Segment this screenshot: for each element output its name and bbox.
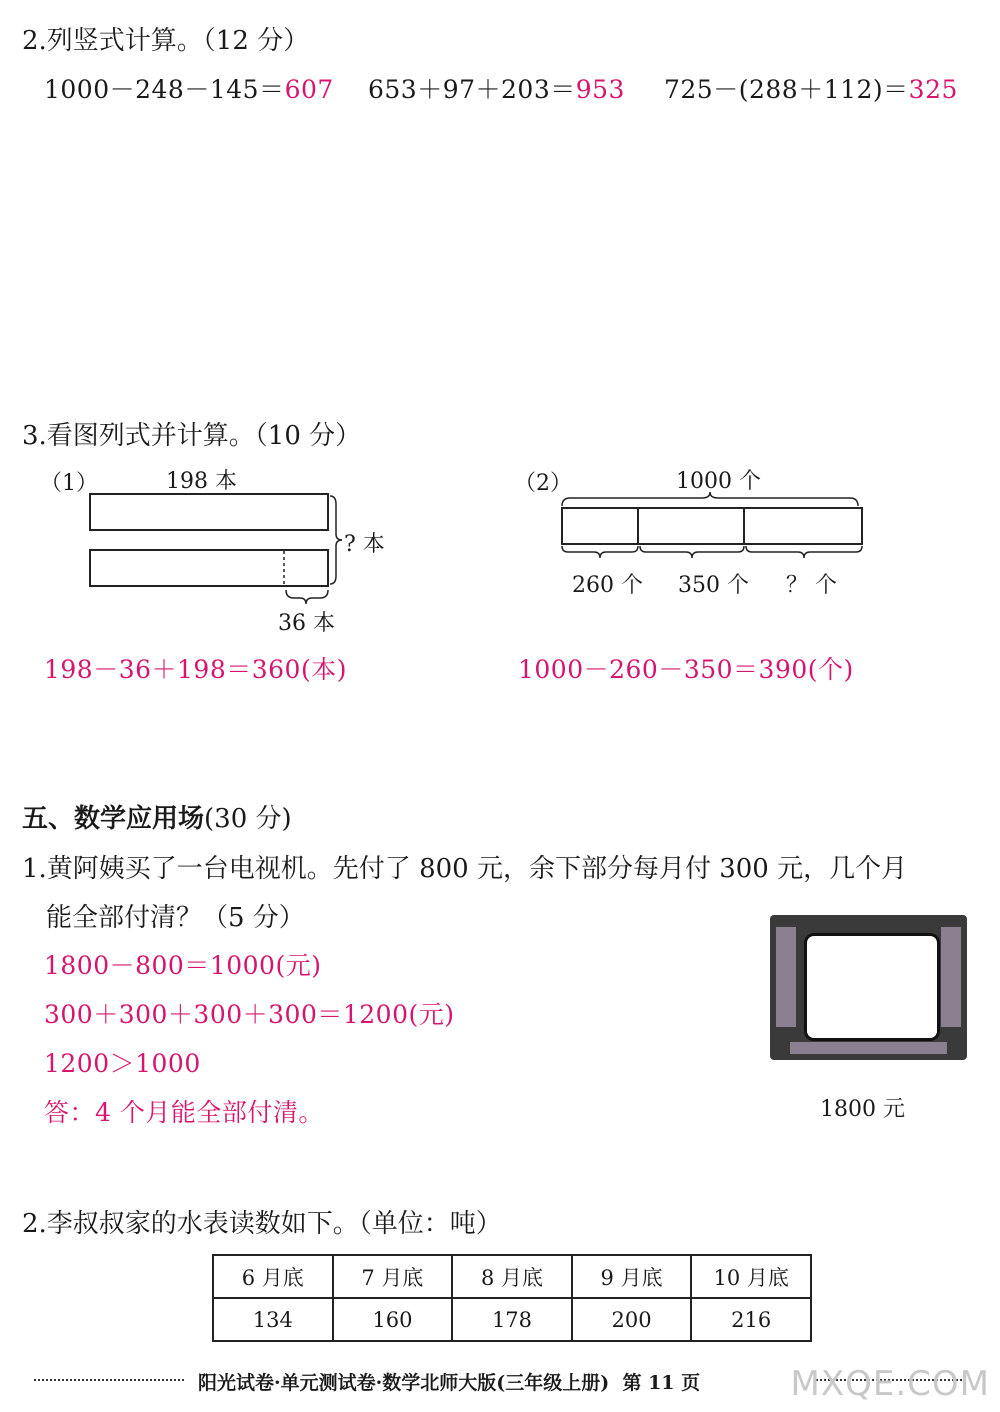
brace-seg3	[746, 546, 862, 558]
calc-expression: 653＋97＋203＝	[368, 75, 576, 104]
right-brace	[330, 496, 342, 584]
section-5-heading	[22, 798, 292, 835]
table-header-cell: 10 月底	[691, 1255, 811, 1298]
table-row	[213, 1298, 811, 1341]
part-1-answer: 198－36＋198＝360(本)	[44, 655, 347, 684]
diagram2-top-label: 1000 个	[676, 469, 761, 494]
question-2-title: 2.列竖式计算。（12 分）	[22, 26, 310, 56]
app-question-1-line2: 能全部付清？（5 分）	[46, 903, 305, 933]
bar-top	[90, 494, 328, 530]
diagram1-bottom-label: 36 本	[278, 611, 335, 636]
footer-divider-left	[34, 1379, 184, 1381]
diagram2-seg2-label: 350 个	[678, 573, 749, 598]
table-header-cell: 8 月底	[452, 1255, 572, 1298]
calc-answer: 607	[284, 75, 334, 104]
answer-line-2: 300＋300＋300＋300＝1200(元)	[44, 1000, 455, 1029]
table-cell: 216	[691, 1298, 811, 1341]
table-cell: 200	[572, 1298, 692, 1341]
brace-seg2	[640, 546, 744, 558]
section-5-score: (30 分)	[204, 804, 292, 834]
part-2-answer: 1000－260－350＝390(个)	[518, 655, 854, 684]
calc-expression: 1000－248－145＝	[44, 75, 285, 104]
dashed-section	[284, 550, 328, 586]
diagram1-right-label: ? 本	[344, 532, 385, 557]
diagram1-top-label: 198 本	[166, 469, 237, 494]
bar-diagram-2	[558, 490, 868, 570]
calc-item-1	[44, 70, 334, 106]
table-cell: 178	[452, 1298, 572, 1341]
table-cell: 160	[333, 1298, 453, 1341]
tv-price-label: 1800 元	[820, 1097, 905, 1122]
answer-line-3: 1200＞1000	[44, 1049, 201, 1078]
watermark: MXQE.COM	[790, 1364, 990, 1404]
tv-screen	[804, 933, 940, 1041]
table-header-cell: 6 月底	[213, 1255, 333, 1298]
footer-title: 阳光试卷·单元测试卷·数学北师大版(三年级上册)	[198, 1372, 610, 1394]
brace-seg1	[562, 546, 638, 558]
footer-text	[198, 1368, 700, 1395]
section-5-title: 五、数学应用场	[22, 804, 205, 834]
footer-page: 第 11 页	[622, 1372, 701, 1394]
app-question-2-title: 2.李叔叔家的水表读数如下。（单位：吨）	[22, 1209, 502, 1239]
table-cell: 134	[213, 1298, 333, 1341]
app-question-1-line1: 1.黄阿姨买了一台电视机。先付了 800 元，余下部分每月付 300 元，几个月	[22, 854, 908, 884]
bottom-brace	[286, 590, 328, 604]
water-meter-table	[212, 1254, 812, 1342]
diagram2-seg3-label: ？ 个	[786, 573, 837, 598]
calc-answer: 953	[575, 75, 625, 104]
table-header-cell: 9 月底	[572, 1255, 692, 1298]
table-header-cell: 7 月底	[333, 1255, 453, 1298]
table-header-row	[213, 1255, 811, 1298]
calc-item-2	[368, 70, 625, 106]
top-brace	[562, 492, 858, 506]
bar-whole	[562, 508, 862, 544]
part-1-label: （1）	[40, 471, 98, 496]
calc-item-3	[664, 70, 958, 106]
calc-answer: 325	[908, 75, 958, 104]
television-image	[770, 915, 967, 1060]
diagram2-seg1-label: 260 个	[572, 573, 643, 598]
bar-bottom	[90, 550, 328, 586]
calc-expression: 725－(288＋112)＝	[664, 75, 909, 104]
part-2-label: （2）	[514, 471, 572, 496]
question-3-title: 3.看图列式并计算。（10 分）	[22, 421, 362, 451]
answer-line-1: 1800－800＝1000(元)	[44, 951, 322, 980]
answer-line-4: 答：4 个月能全部付清。	[44, 1098, 324, 1127]
